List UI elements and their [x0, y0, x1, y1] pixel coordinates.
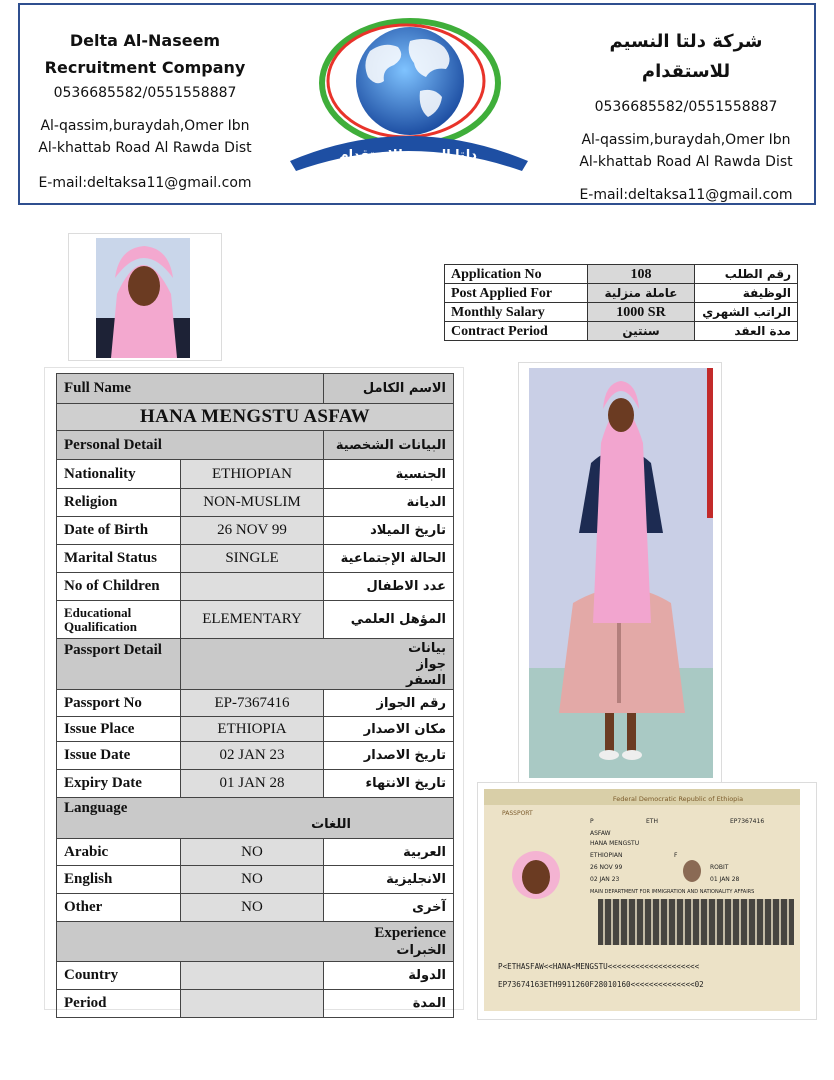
passport-detail-label-ar-line2: السفر [405, 673, 446, 688]
contract-period-value: سنتين [588, 322, 695, 341]
expiry-date-label-ar: تاريخ الانتهاء [324, 770, 454, 798]
company-address-en-line1: Al-qassim,buraydah,Omer Ibn [40, 118, 250, 134]
personal-detail-header-row [57, 431, 454, 460]
other-language-label: Other [57, 894, 181, 922]
full-name-row [57, 404, 454, 431]
table-row [57, 573, 454, 601]
arabic-language-label: Arabic [57, 839, 181, 866]
company-name-en-line2: Recruitment Company [44, 58, 246, 77]
passport-no-label: Passport No [57, 690, 181, 717]
company-email-ar: E-mail:deltaksa11@gmail.com [579, 187, 793, 203]
experience-period-value [181, 990, 324, 1018]
company-phone-en: 0536685582/0551558887 [53, 85, 237, 101]
application-no-label-ar: رقم الطلب [695, 265, 798, 284]
passport-detail-label-ar-line1: بيانات جواز [408, 641, 446, 672]
other-language-label-ar: آخرى [324, 894, 454, 922]
post-applied-label: Post Applied For [445, 284, 588, 303]
passport-birth-place: ROBIT [710, 864, 729, 871]
company-email-en: E-mail:deltaksa11@gmail.com [38, 175, 252, 191]
arabic-language-label-ar: العربية [324, 839, 454, 866]
table-row [57, 990, 454, 1018]
company-letterhead [18, 3, 816, 205]
language-header-row [57, 798, 454, 839]
company-address-ar-line1: Al-qassim,buraydah,Omer Ibn [581, 132, 791, 148]
dob-label-ar: تاريخ الميلاد [324, 517, 454, 545]
experience-country-value [181, 962, 324, 990]
table-row [57, 489, 454, 517]
passport-country-code: ETH [646, 818, 658, 825]
expiry-date-label: Expiry Date [57, 770, 181, 798]
company-address-en-line2: Al-khattab Road Al Rawda Dist [38, 140, 252, 156]
table-row [57, 545, 454, 573]
language-header-cell [57, 798, 454, 839]
passport-surname: ASFAW [590, 830, 611, 837]
passport-authority: MAIN DEPARTMENT FOR IMMIGRATION AND NATIONALITY AFFAIRS [590, 889, 755, 895]
experience-country-label: Country [57, 962, 181, 990]
table-row [57, 839, 454, 866]
passport-scan [477, 782, 817, 1020]
logo-arabic-text: دلتا النسيم للاستقدام [339, 148, 477, 163]
experience-period-label: Period [57, 990, 181, 1018]
children-value [181, 573, 324, 601]
application-row [445, 265, 798, 284]
english-language-label-ar: الانجليزية [324, 866, 454, 894]
nationality-label-ar: الجنسية [324, 460, 454, 489]
table-row [57, 690, 454, 717]
table-row [57, 866, 454, 894]
nationality-value: ETHIOPIAN [181, 460, 324, 489]
passport-detail-header-row [57, 639, 454, 690]
application-row [445, 322, 798, 341]
children-label: No of Children [57, 573, 181, 601]
full-name-label: Full Name [57, 374, 324, 404]
portrait-image [69, 234, 223, 362]
company-phone-ar: 0536685582/0551558887 [594, 99, 778, 115]
dob-label: Date of Birth [57, 517, 181, 545]
passport-issue-date: 02 JAN 23 [590, 876, 620, 883]
passport-detail-label-ar [181, 639, 454, 690]
education-value: ELEMENTARY [181, 601, 324, 639]
passport-sex: F [674, 852, 678, 859]
children-label-ar: عدد الاطفال [324, 573, 454, 601]
passport-no-label-ar: رقم الجواز [324, 690, 454, 717]
passport-scan-image [478, 783, 818, 1021]
table-row [57, 717, 454, 742]
company-address-ar-line2: Al-khattab Road Al Rawda Dist [579, 154, 793, 170]
passport-mrz-line2: EP73674163ETH9911260F28010160<<<<<<<<<<<<<<02 [498, 980, 704, 989]
contract-period-label: Contract Period [445, 322, 588, 341]
experience-label-ar: الخبرات [396, 943, 446, 958]
arabic-language-value: NO [181, 839, 324, 866]
company-name-ar: شركة دلتا النسيم للاستقدام [609, 31, 763, 82]
nationality-label: Nationality [57, 460, 181, 489]
marital-status-label: Marital Status [57, 545, 181, 573]
passport-detail-label: Passport Detail [57, 639, 181, 690]
education-label-line2: Qualification [64, 618, 137, 634]
applicant-form-panel [44, 367, 464, 1010]
application-no-label: Application No [445, 265, 588, 284]
table-row [57, 894, 454, 922]
english-language-value: NO [181, 866, 324, 894]
education-label [57, 601, 181, 639]
table-row [57, 962, 454, 990]
letterhead-arabic [566, 27, 806, 203]
personal-detail-label-ar: البيانات الشخصية [324, 431, 454, 460]
table-row [57, 770, 454, 798]
dob-value: 26 NOV 99 [181, 517, 324, 545]
application-row [445, 303, 798, 322]
passport-header-text: Federal Democratic Republic of Ethiopia [612, 795, 744, 803]
issue-date-value: 02 JAN 23 [181, 742, 324, 770]
religion-label: Religion [57, 489, 181, 517]
expiry-date-value: 01 JAN 28 [181, 770, 324, 798]
contract-period-label-ar: مدة العقد [695, 322, 798, 341]
passport-no-value: EP-7367416 [181, 690, 324, 717]
passport-word: PASSPORT [502, 810, 533, 817]
issue-place-label-ar: مكان الاصدار [324, 717, 454, 742]
passport-mrz-line1: P<ETHASFAW<<HANA<MENGSTU<<<<<<<<<<<<<<<<<<<< [498, 962, 700, 971]
education-label-line1: Educational [64, 604, 132, 620]
full-name-header-row [57, 374, 454, 404]
portrait-photo [68, 233, 222, 361]
table-row [57, 742, 454, 770]
english-language-label: English [57, 866, 181, 894]
religion-label-ar: الديانة [324, 489, 454, 517]
experience-header-cell [57, 922, 454, 962]
experience-label: Experience [374, 925, 446, 941]
passport-expiry-date: 01 JAN 28 [710, 876, 740, 883]
letterhead-english [20, 27, 270, 191]
company-name-en-line1: Delta Al-Naseem [69, 31, 221, 50]
experience-country-label-ar: الدولة [324, 962, 454, 990]
passport-number: EP7367416 [730, 818, 765, 825]
full-body-image [519, 363, 723, 785]
religion-value: NON-MUSLIM [181, 489, 324, 517]
education-label-ar: المؤهل العلمي [324, 601, 454, 639]
other-language-value: NO [181, 894, 324, 922]
language-label-ar: اللغات [311, 817, 351, 832]
post-applied-label-ar: الوظيفة [695, 284, 798, 303]
monthly-salary-label: Monthly Salary [445, 303, 588, 322]
application-no-value: 108 [588, 265, 695, 284]
post-applied-value: عاملة منزلية [588, 284, 695, 303]
table-row [57, 460, 454, 489]
passport-given-names: HANA MENGSTU [590, 840, 640, 847]
full-name-value: HANA MENGSTU ASFAW [57, 404, 454, 431]
monthly-salary-label-ar: الراتب الشهري [695, 303, 798, 322]
globe-logo [270, 11, 545, 171]
marital-status-label-ar: الحالة الإجتماعية [324, 545, 454, 573]
application-summary-table [444, 264, 798, 341]
full-name-label-ar: الاسم الكامل [324, 374, 454, 404]
issue-place-label: Issue Place [57, 717, 181, 742]
language-label: Language [64, 800, 128, 816]
full-body-photo [518, 362, 722, 784]
table-row [57, 517, 454, 545]
issue-place-value: ETHIOPIA [181, 717, 324, 742]
passport-nationality: ETHIOPIAN [590, 852, 623, 859]
monthly-salary-value: 1000 SR [588, 303, 695, 322]
experience-header-row [57, 922, 454, 962]
experience-period-label-ar: المدة [324, 990, 454, 1018]
issue-date-label: Issue Date [57, 742, 181, 770]
marital-status-value: SINGLE [181, 545, 324, 573]
personal-detail-label: Personal Detail [57, 431, 324, 460]
application-row [445, 284, 798, 303]
table-row [57, 601, 454, 639]
issue-date-label-ar: تاريخ الاصدار [324, 742, 454, 770]
passport-dob: 26 NOV 99 [590, 864, 623, 871]
applicant-details-table [56, 373, 454, 1018]
passport-type: P [590, 818, 594, 825]
